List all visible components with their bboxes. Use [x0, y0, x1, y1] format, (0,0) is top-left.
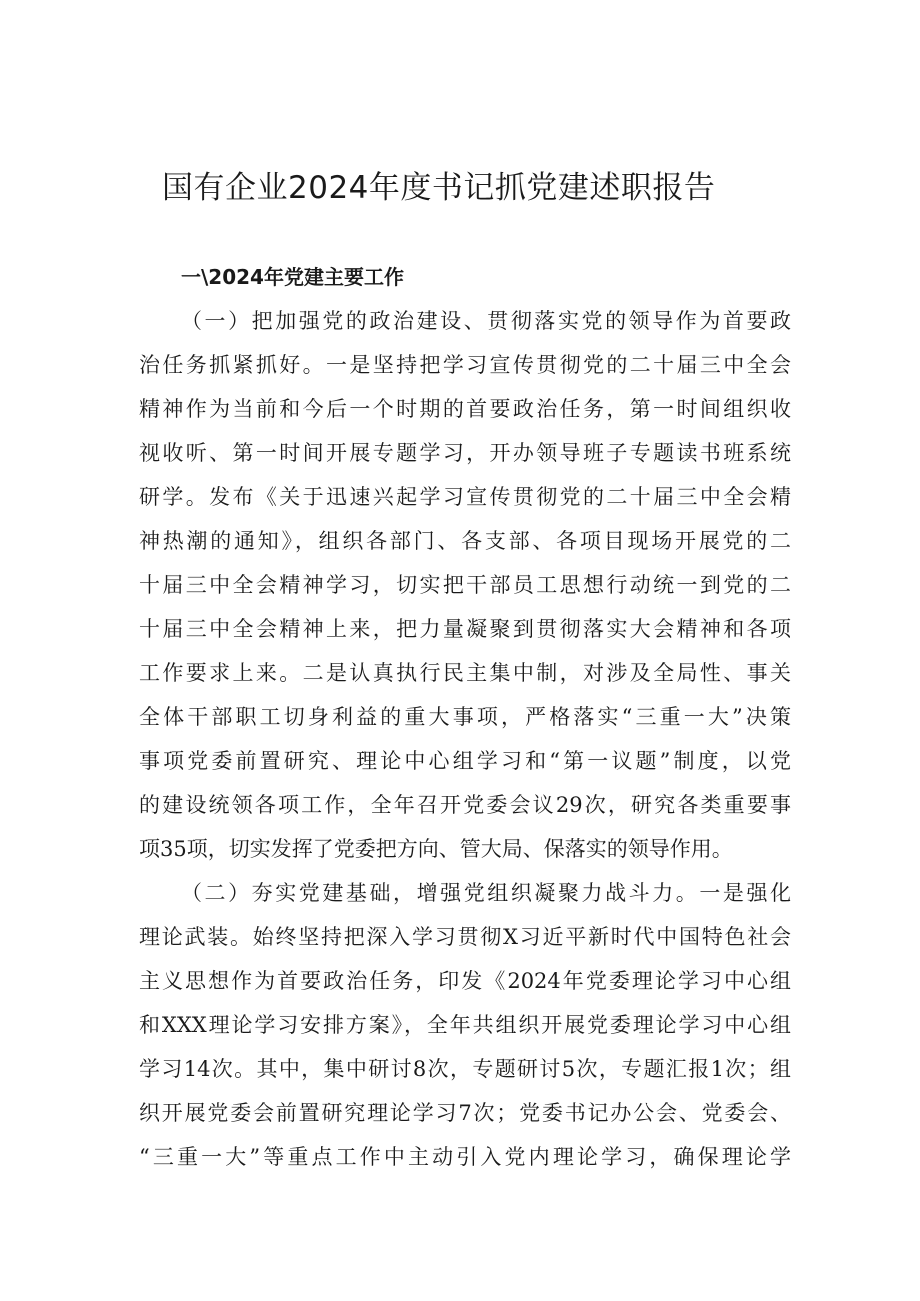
text-line: 十届三中全会精神学习，切实把干部员工思想行动统一到党的二 — [139, 573, 791, 597]
text-line: 精神作为当前和今后一个时期的首要政治任务，第一时间组织收 — [139, 397, 791, 421]
text-line: “三重一大”等重点工作中主动引入党内理论学习，确保理论学 — [139, 1145, 791, 1169]
section-heading: 一\2024年党建主要工作 — [181, 265, 404, 289]
text-line: 工作要求上来。二是认真执行民主集中制，对涉及全局性、事关 — [139, 661, 791, 685]
text-line: 治任务抓紧抓好。一是坚持把学习宣传贯彻党的二十届三中全会 — [139, 353, 791, 377]
text-line: 研学。发布《关于迅速兴起学习宣传贯彻党的二十届三中全会精 — [139, 485, 791, 509]
document-body — [139, 255, 791, 1179]
text-line: 学习14次。其中，集中研讨8次，专题研讨5次，专题汇报1次；组 — [139, 1057, 791, 1081]
paragraph-2 — [139, 871, 791, 1179]
text-line: 视收听、第一时间开展专题学习，开办领导班子专题读书班系统 — [139, 441, 791, 465]
text-line: （一）把加强党的政治建设、贯彻落实党的领导作为首要政 — [181, 309, 791, 333]
text-line: 事项党委前置研究、理论中心组学习和“第一议题”制度，以党 — [139, 749, 791, 773]
text-line: 的建设统领各项工作，全年召开党委会议29次，研究各类重要事 — [139, 793, 791, 817]
text-line: 项35项，切实发挥了党委把方向、管大局、保落实的领导作用。 — [139, 837, 733, 861]
text-line: 主义思想作为首要政治任务，印发《2024年党委理论学习中心组 — [139, 969, 791, 993]
text-line: 全体干部职工切身利益的重大事项，严格落实“三重一大”决策 — [139, 705, 791, 729]
text-line: （二）夯实党建基础，增强党组织凝聚力战斗力。一是强化 — [181, 881, 791, 905]
text-line: 和XXX理论学习安排方案》，全年共组织开展党委理论学习中心组 — [139, 1013, 791, 1037]
document-title: 国有企业2024年度书记抓党建述职报告 — [162, 170, 716, 206]
text-line: 十届三中全会精神上来，把力量凝聚到贯彻落实大会精神和各项 — [139, 617, 791, 641]
text-line: 织开展党委会前置研究理论学习7次；党委书记办公会、党委会、 — [139, 1101, 791, 1125]
text-line: 神热潮的通知》，组织各部门、各支部、各项目现场开展党的二 — [139, 529, 791, 553]
paragraph-1 — [139, 299, 791, 871]
text-line: 理论武装。始终坚持把深入学习贯彻X习近平新时代中国特色社会 — [139, 925, 791, 949]
